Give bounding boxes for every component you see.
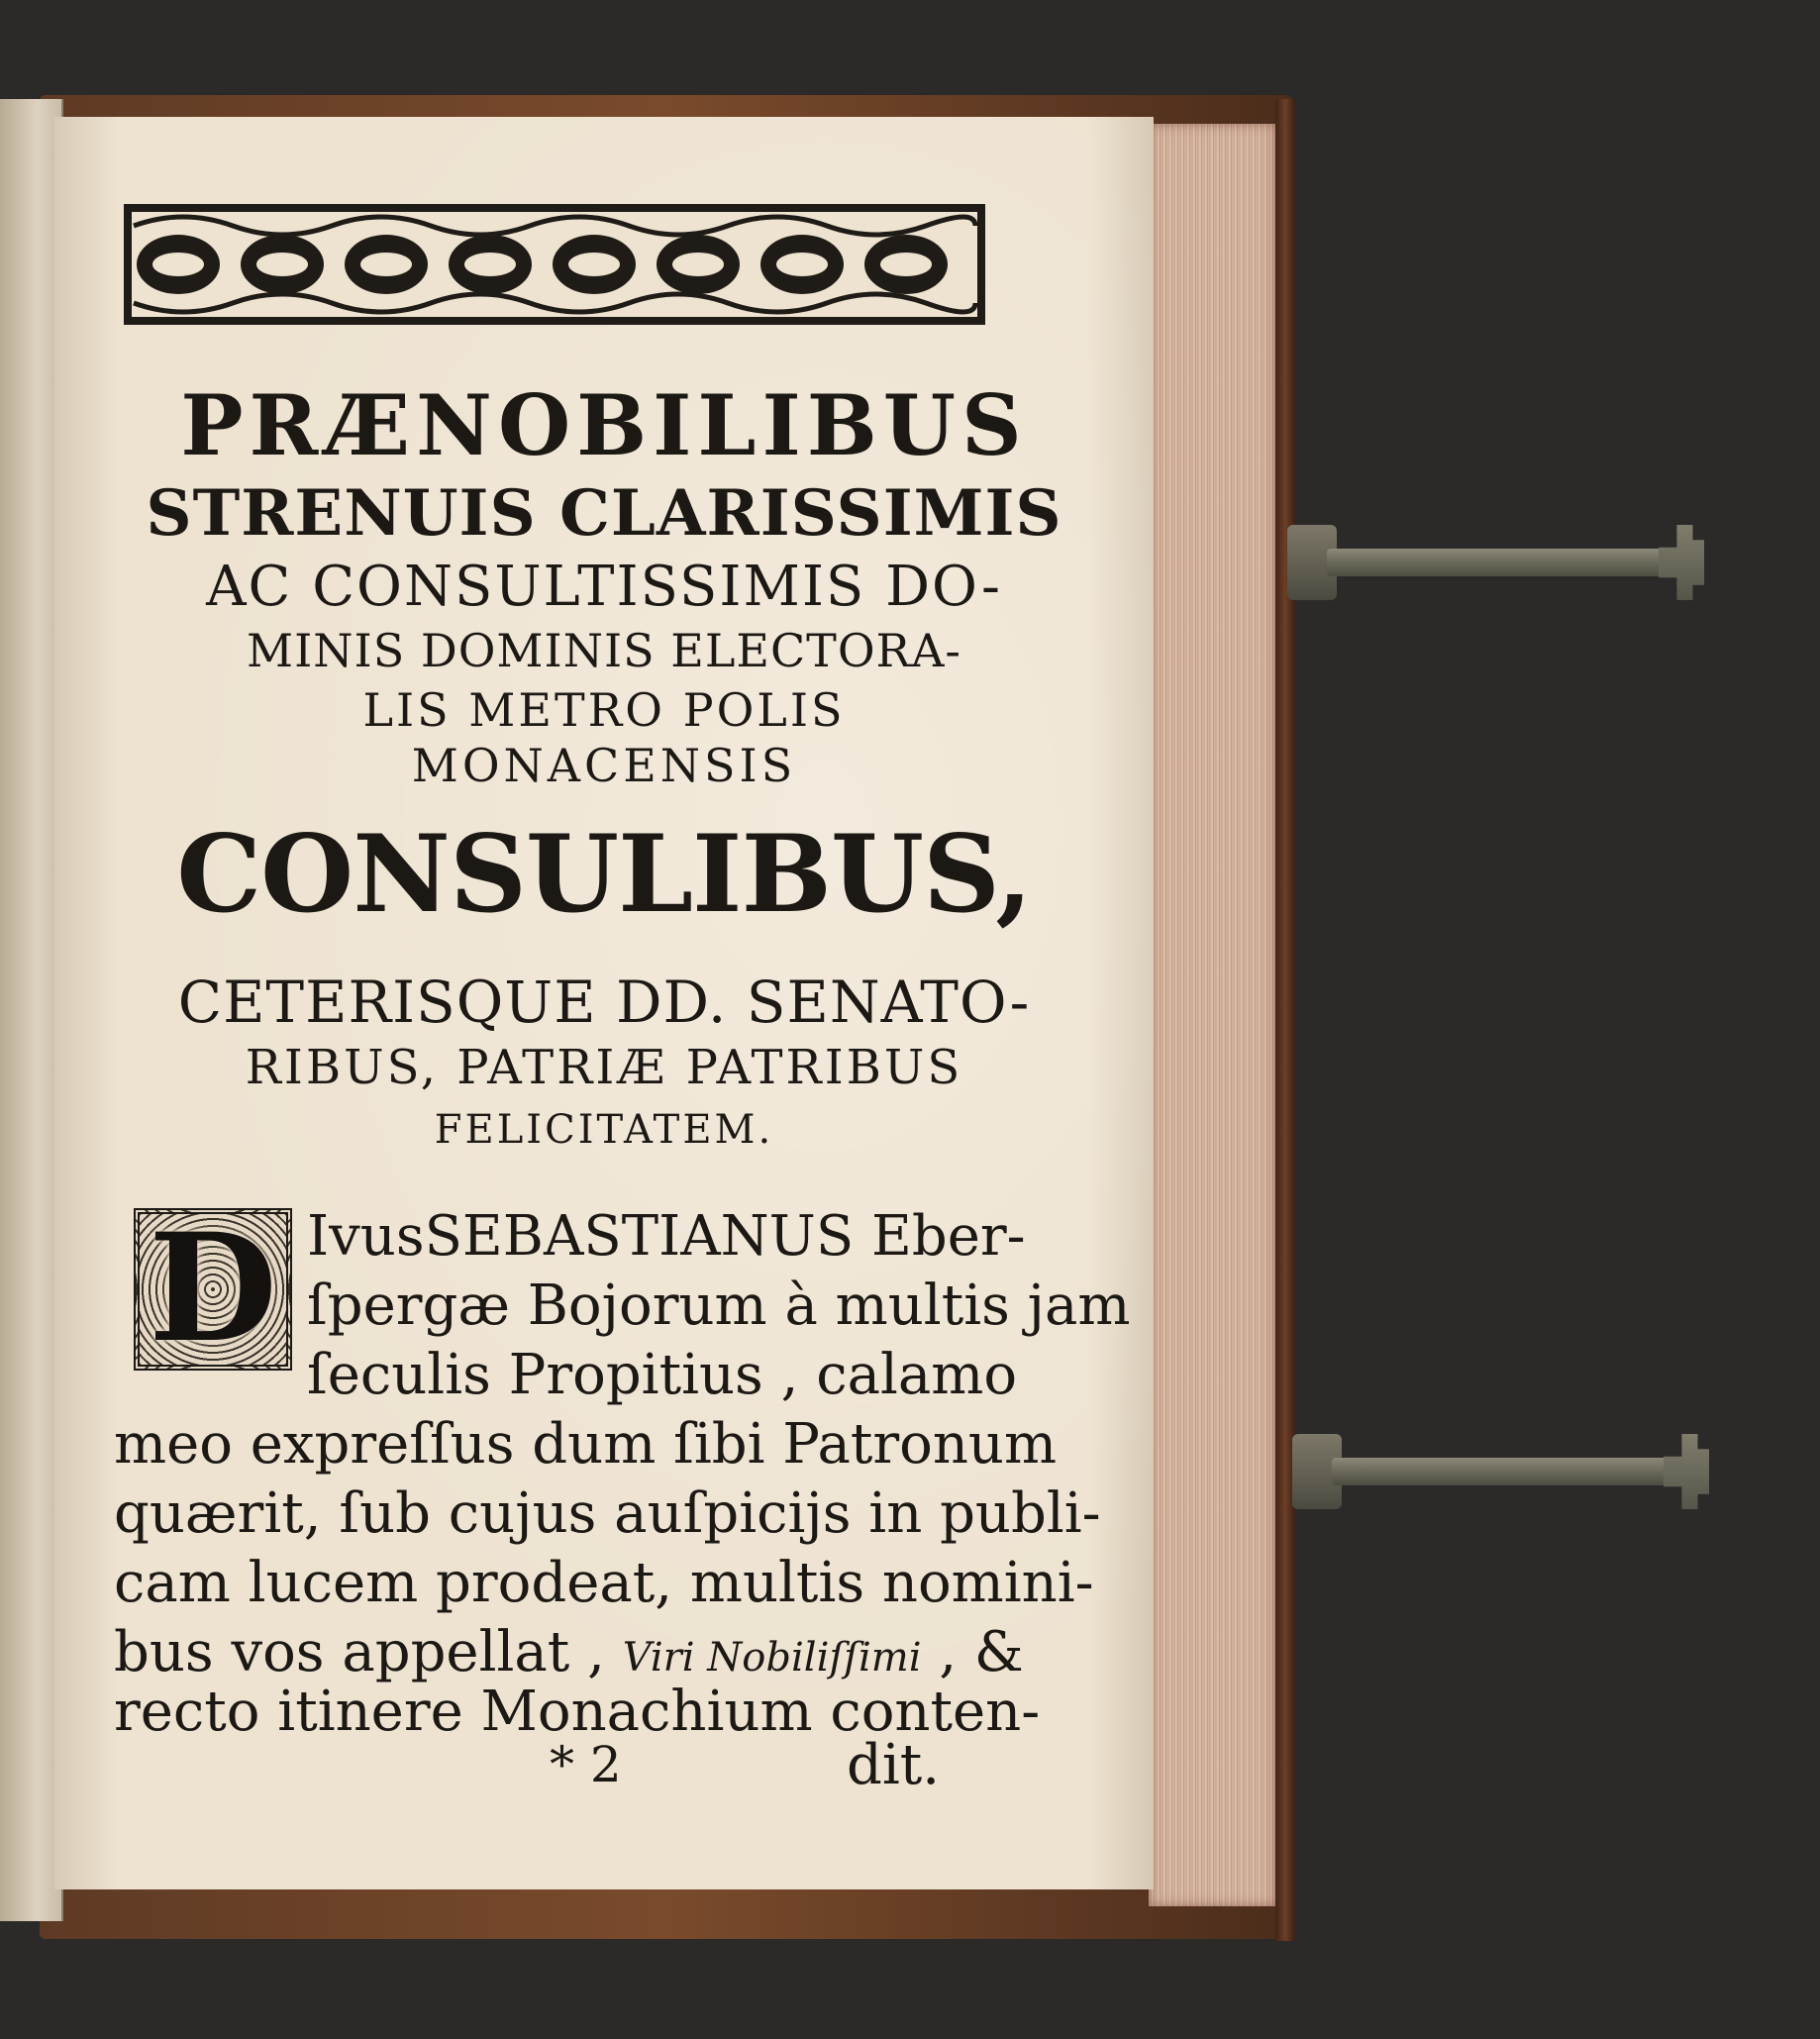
title-line-7: CONSULIBUS, bbox=[176, 812, 1032, 937]
title-line-10: FELICITATEM. bbox=[434, 1107, 774, 1153]
page-fore-edge bbox=[1149, 124, 1275, 1906]
cover-edge bbox=[1275, 99, 1295, 1941]
body-line-with-italic bbox=[114, 1620, 1024, 1684]
title-line-3: AC CONSULTISSIMIS DO- bbox=[206, 555, 1002, 619]
initial-letter: D bbox=[148, 1201, 278, 1376]
body-line: cam lucem prodeat, multis nomini- bbox=[114, 1551, 1094, 1615]
signature-mark: * 2 bbox=[550, 1736, 622, 1793]
title-line-1: PRÆNOBILIBUS bbox=[180, 376, 1028, 474]
decorated-initial bbox=[134, 1201, 292, 1376]
title-line-9: RIBUS, PATRIÆ PATRIBUS bbox=[245, 1040, 963, 1095]
body-line: recto itinere Monachium conten- bbox=[114, 1680, 1041, 1744]
printed-page bbox=[54, 117, 1154, 1889]
body-line: meo expreſſus dum ſibi Patronum bbox=[114, 1412, 1058, 1477]
clasp-tip bbox=[1659, 525, 1704, 600]
catchword: dit. bbox=[847, 1733, 941, 1797]
body-text: bus vos appellat , bbox=[114, 1620, 605, 1684]
title-line-2: STRENUIS CLARISSIMIS bbox=[146, 476, 1062, 551]
clasp-bar bbox=[1327, 549, 1664, 576]
title-line-6: MONACENSIS bbox=[411, 739, 797, 792]
title-line-4: MINIS DOMINIS ELECTORA- bbox=[247, 624, 961, 677]
body-line: IvusSEBASTIANUS Eber- bbox=[307, 1204, 1026, 1269]
ornamental-headpiece bbox=[124, 204, 985, 325]
body-text: , & bbox=[939, 1620, 1024, 1684]
clasp-tip bbox=[1664, 1434, 1709, 1509]
italic-address: Viri Nobiliſſimi bbox=[622, 1635, 922, 1681]
title-line-5: LIS METRO POLIS bbox=[362, 683, 846, 737]
body-line: ſpergæ Bojorum à multis jam bbox=[307, 1274, 1131, 1338]
lower-clasp bbox=[1292, 1448, 1718, 1495]
clasp-bar bbox=[1332, 1458, 1668, 1485]
body-line: ſeculis Propitius , calamo bbox=[307, 1343, 1018, 1407]
title-line-8: CETERISQUE DD. SENATO- bbox=[177, 969, 1031, 1036]
upper-clasp bbox=[1287, 539, 1713, 586]
body-line: quærit, ſub cujus auſpicijs in publi- bbox=[114, 1481, 1101, 1546]
